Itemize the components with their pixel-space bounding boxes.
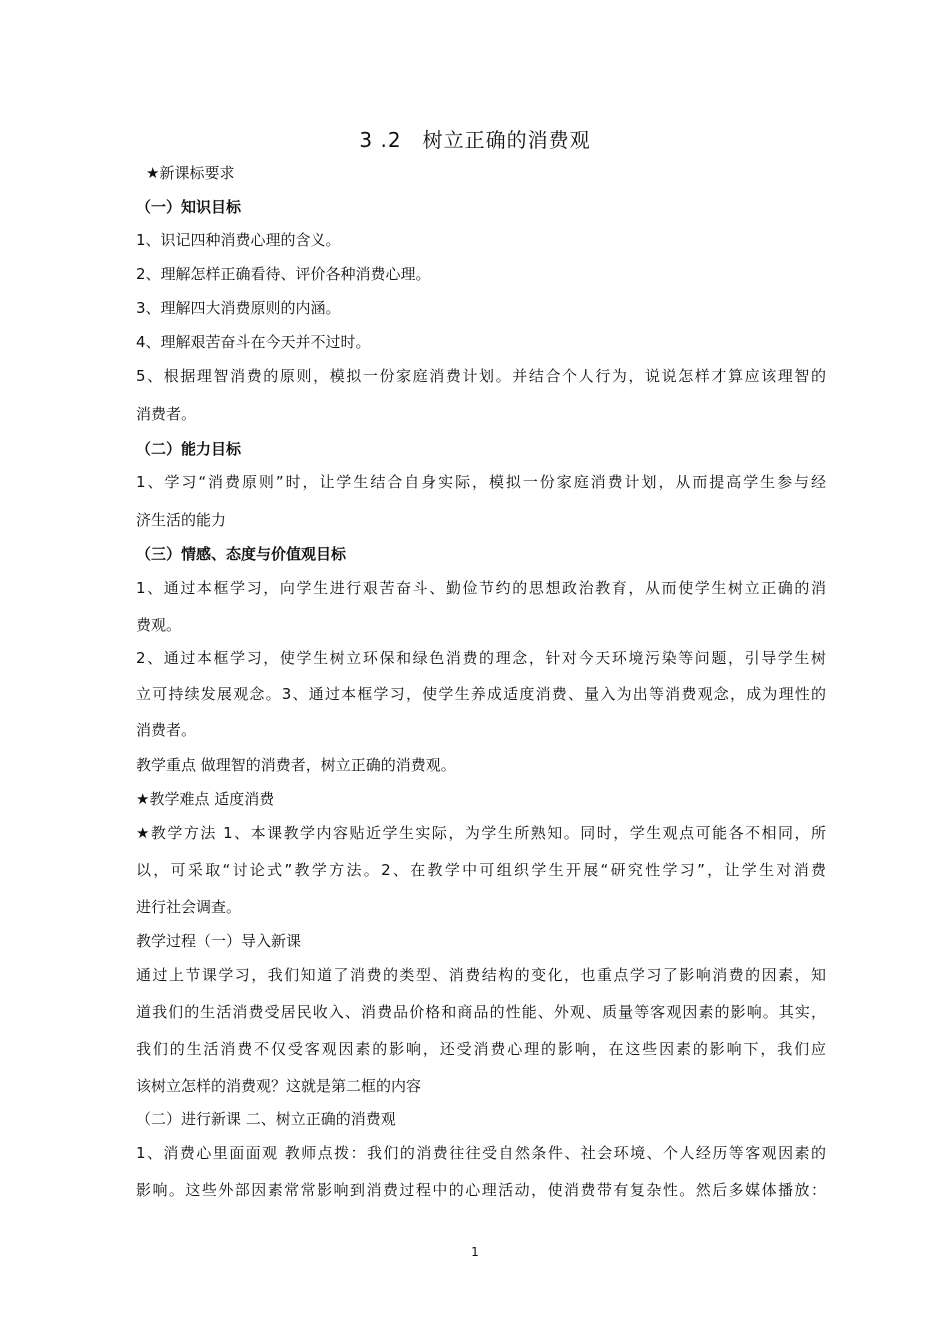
text-line: 2、通过本框学习，使学生树立环保和绿色消费的理念，针对今天环境污染等问题，引导学生树: [136, 649, 826, 667]
text-line: 费观。: [136, 616, 182, 634]
text-line: 消费者。: [136, 405, 197, 423]
text-line: 3、理解四大消费原则的内涵。: [136, 299, 341, 317]
text-line: 消费者。: [136, 721, 197, 739]
section-heading: （一）知识目标: [136, 198, 242, 216]
text-line: 该树立怎样的消费观？这就是第二框的内容: [136, 1077, 422, 1095]
text-line: 我们的生活消费不仅受客观因素的影响，还受消费心理的影响，在这些因素的影响下，我们应: [136, 1040, 826, 1058]
text-line: 道我们的生活消费受居民收入、消费品价格和商品的性能、外观、质量等客观因素的影响。其实，: [136, 1003, 826, 1021]
text-line: 4、理解艰苦奋斗在今天并不过时。: [136, 333, 371, 351]
text-line: ★新课标要求: [146, 164, 235, 182]
text-line: 1、识记四种消费心理的含义。: [136, 231, 341, 249]
text-line: ★教学方法 1、本课教学内容贴近学生实际，为学生所熟知。同时，学生观点可能各不相同，所: [136, 824, 826, 842]
text-line: 以，可采取“讨论式”教学方法。2、在教学中可组织学生开展“研究性学习”，让学生对消费: [136, 861, 826, 879]
text-line: 1、消费心里面面观 教师点拨：我们的消费往往受自然条件、社会环境、个人经历等客观因素的: [136, 1144, 826, 1162]
section-heading: （三）情感、态度与价值观目标: [136, 545, 347, 563]
text-line: 影响。这些外部因素常常影响到消费过程中的心理活动，使消费带有复杂性。然后多媒体播放：: [136, 1181, 826, 1199]
text-line: 济生活的能力: [136, 511, 227, 529]
text-line: 1、学习“消费原则”时，让学生结合自身实际，模拟一份家庭消费计划，从而提高学生参与经: [136, 473, 826, 491]
text-line: 2、理解怎样正确看待、评价各种消费心理。: [136, 265, 431, 283]
page-title: 3 .2 树立正确的消费观: [359, 128, 591, 152]
text-line: 教学重点 做理智的消费者，树立正确的消费观。: [136, 756, 456, 774]
text-line: ★教学难点 适度消费: [136, 790, 275, 808]
section-heading: （二）能力目标: [136, 440, 242, 458]
text-line: 通过上节课学习，我们知道了消费的类型、消费结构的变化，也重点学习了影响消费的因素，知: [136, 966, 826, 984]
text-line: 立可持续发展观念。3、通过本框学习，使学生养成适度消费、量入为出等消费观念，成为理性的: [136, 685, 826, 703]
section-heading: （二）进行新课 二、树立正确的消费观: [136, 1110, 396, 1128]
text-line: 进行社会调查。: [136, 898, 242, 916]
text-line: 1、通过本框学习，向学生进行艰苦奋斗、勤俭节约的思想政治教育，从而使学生树立正确的消: [136, 579, 826, 597]
text-line: 教学过程（一）导入新课: [136, 932, 302, 950]
text-line: 5、根据理智消费的原则，模拟一份家庭消费计划。并结合个人行为，说说怎样才算应该理智的: [136, 367, 826, 385]
page-number: 1: [471, 1245, 479, 1259]
